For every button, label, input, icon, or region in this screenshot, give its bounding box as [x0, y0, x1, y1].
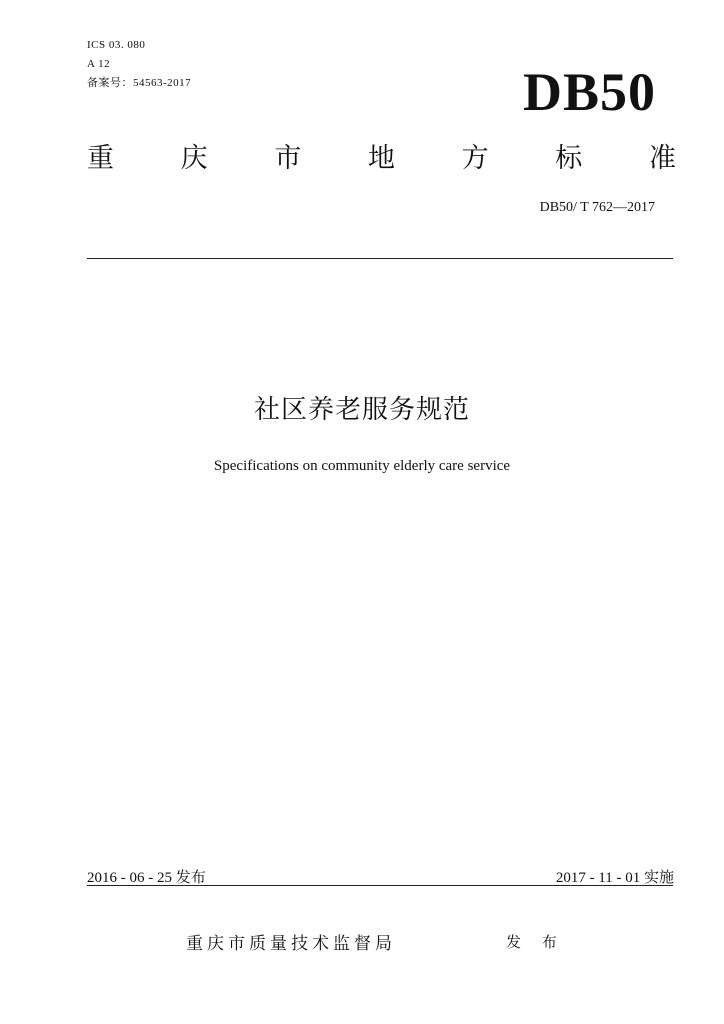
footer-divider: [87, 885, 673, 886]
chinese-title: 社区养老服务规范: [253, 395, 470, 425]
standard-name-char: 准: [648, 143, 676, 174]
document-number: DB50/ T 762—2017: [539, 200, 655, 215]
category-code: A 12: [87, 58, 111, 70]
issue-date: 2016 - 06 - 25 发布: [87, 870, 206, 886]
standard-name-char: 庆: [180, 143, 208, 174]
ics-code: ICS 03. 080: [87, 39, 146, 51]
standard-name-char: 市: [274, 143, 302, 174]
implementation-date: 2017 - 11 - 01 实施: [555, 870, 674, 886]
record-number: 备案号：54563-2017: [87, 77, 192, 89]
standard-name-char: 地: [367, 143, 395, 174]
standard-name-char: 重: [87, 143, 114, 174]
standard-name-char: 方: [461, 143, 489, 174]
english-title: Specifications on community elderly care service: [213, 458, 511, 474]
standard-code: DB50: [522, 62, 656, 122]
publisher-name: 重庆市质量技术监督局: [186, 934, 396, 954]
header-divider: [87, 258, 673, 259]
standard-name-char: 标: [555, 143, 583, 174]
standard-name: [87, 143, 676, 175]
publish-label: 发 布: [506, 933, 565, 951]
